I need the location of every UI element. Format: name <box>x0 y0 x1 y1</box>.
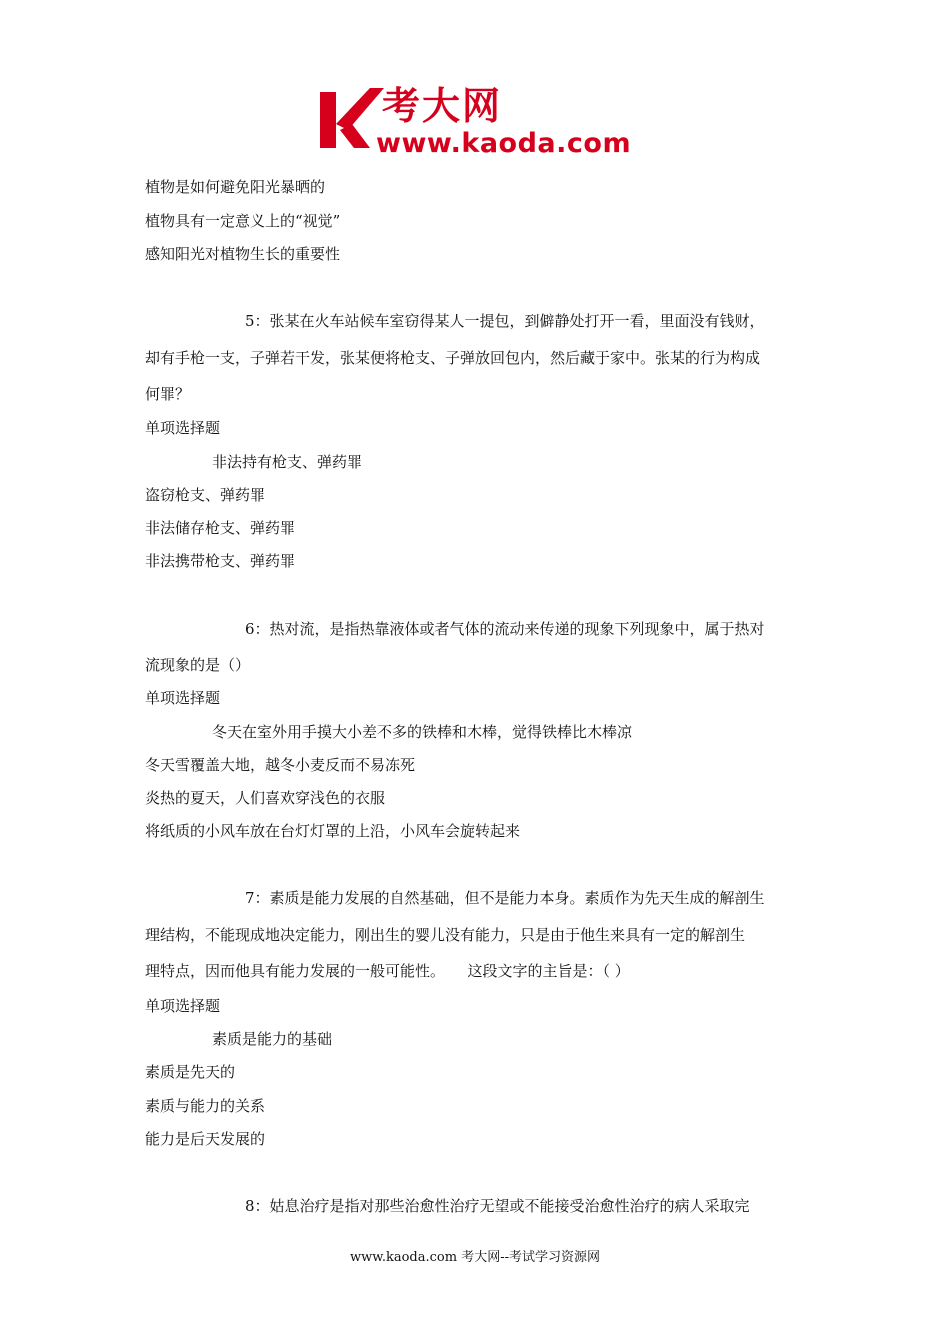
option-text: 素质是先天的 <box>145 1063 236 1081</box>
option-text: 非法持有枪支、弹药罪 <box>212 453 363 471</box>
kaoda-logo <box>318 84 638 162</box>
question-type: 单项选择题 <box>145 689 221 707</box>
question-text: 理特点，因而他具有能力发展的一般可能性。 这段文字的主旨是：（ ） <box>145 962 630 980</box>
option-text: 非法携带枪支、弹药罪 <box>145 552 296 570</box>
question-type: 单项选择题 <box>145 997 221 1015</box>
option-text: 炎热的夏天，人们喜欢穿浅色的衣服 <box>145 789 386 807</box>
option-text: 素质与能力的关系 <box>145 1097 266 1115</box>
option-text: 冬天雪覆盖大地，越冬小麦反而不易冻死 <box>145 756 416 774</box>
option-text: 素质是能力的基础 <box>212 1030 333 1048</box>
question-text: 5：张某在火车站候车室窃得某人一提包，到僻静处打开一看，里面没有钱财， <box>245 312 765 330</box>
question-text: 7：素质是能力发展的自然基础，但不是能力本身。素质作为先天生成的解剖生 <box>245 889 765 907</box>
question-text: 却有手枪一支，子弹若干发，张某便将枪支、子弹放回包内，然后藏于家中。张某的行为构成 <box>145 349 761 367</box>
question-text: 6：热对流，是指热靠液体或者气体的流动来传递的现象下列现象中，属于热对 <box>245 620 765 638</box>
option-text: 盗窃枪支、弹药罪 <box>145 486 266 504</box>
option-text: 非法储存枪支、弹药罪 <box>145 519 296 537</box>
logo-brand-url: www.kaoda.com <box>376 128 632 159</box>
question-text: 何罪？ <box>145 385 191 403</box>
option-text: 感知阳光对植物生长的重要性 <box>145 245 341 263</box>
option-text: 冬天在室外用手摸大小差不多的铁棒和木棒，觉得铁棒比木棒凉 <box>212 723 633 741</box>
option-text: 能力是后天发展的 <box>145 1130 266 1148</box>
page-footer: www.kaoda.com 考大网--考试学习资源网 <box>350 1250 600 1265</box>
question-text: 8：姑息治疗是指对那些治愈性治疗无望或不能接受治愈性治疗的病人采取完 <box>245 1197 750 1215</box>
logo-brand-cn: 考大网 <box>382 84 503 128</box>
question-type: 单项选择题 <box>145 419 221 437</box>
question-text: 流现象的是（） <box>145 656 251 674</box>
question-text: 理结构，不能现成地决定能力，刚出生的婴儿没有能力，只是由于他生来具有一定的解剖生 <box>145 926 746 944</box>
option-text: 植物是如何避免阳光暴晒的 <box>145 178 326 196</box>
option-text: 将纸质的小风车放在台灯灯罩的上沿，小风车会旋转起来 <box>145 822 521 840</box>
option-text: 植物具有一定意义上的“视觉” <box>145 212 341 230</box>
